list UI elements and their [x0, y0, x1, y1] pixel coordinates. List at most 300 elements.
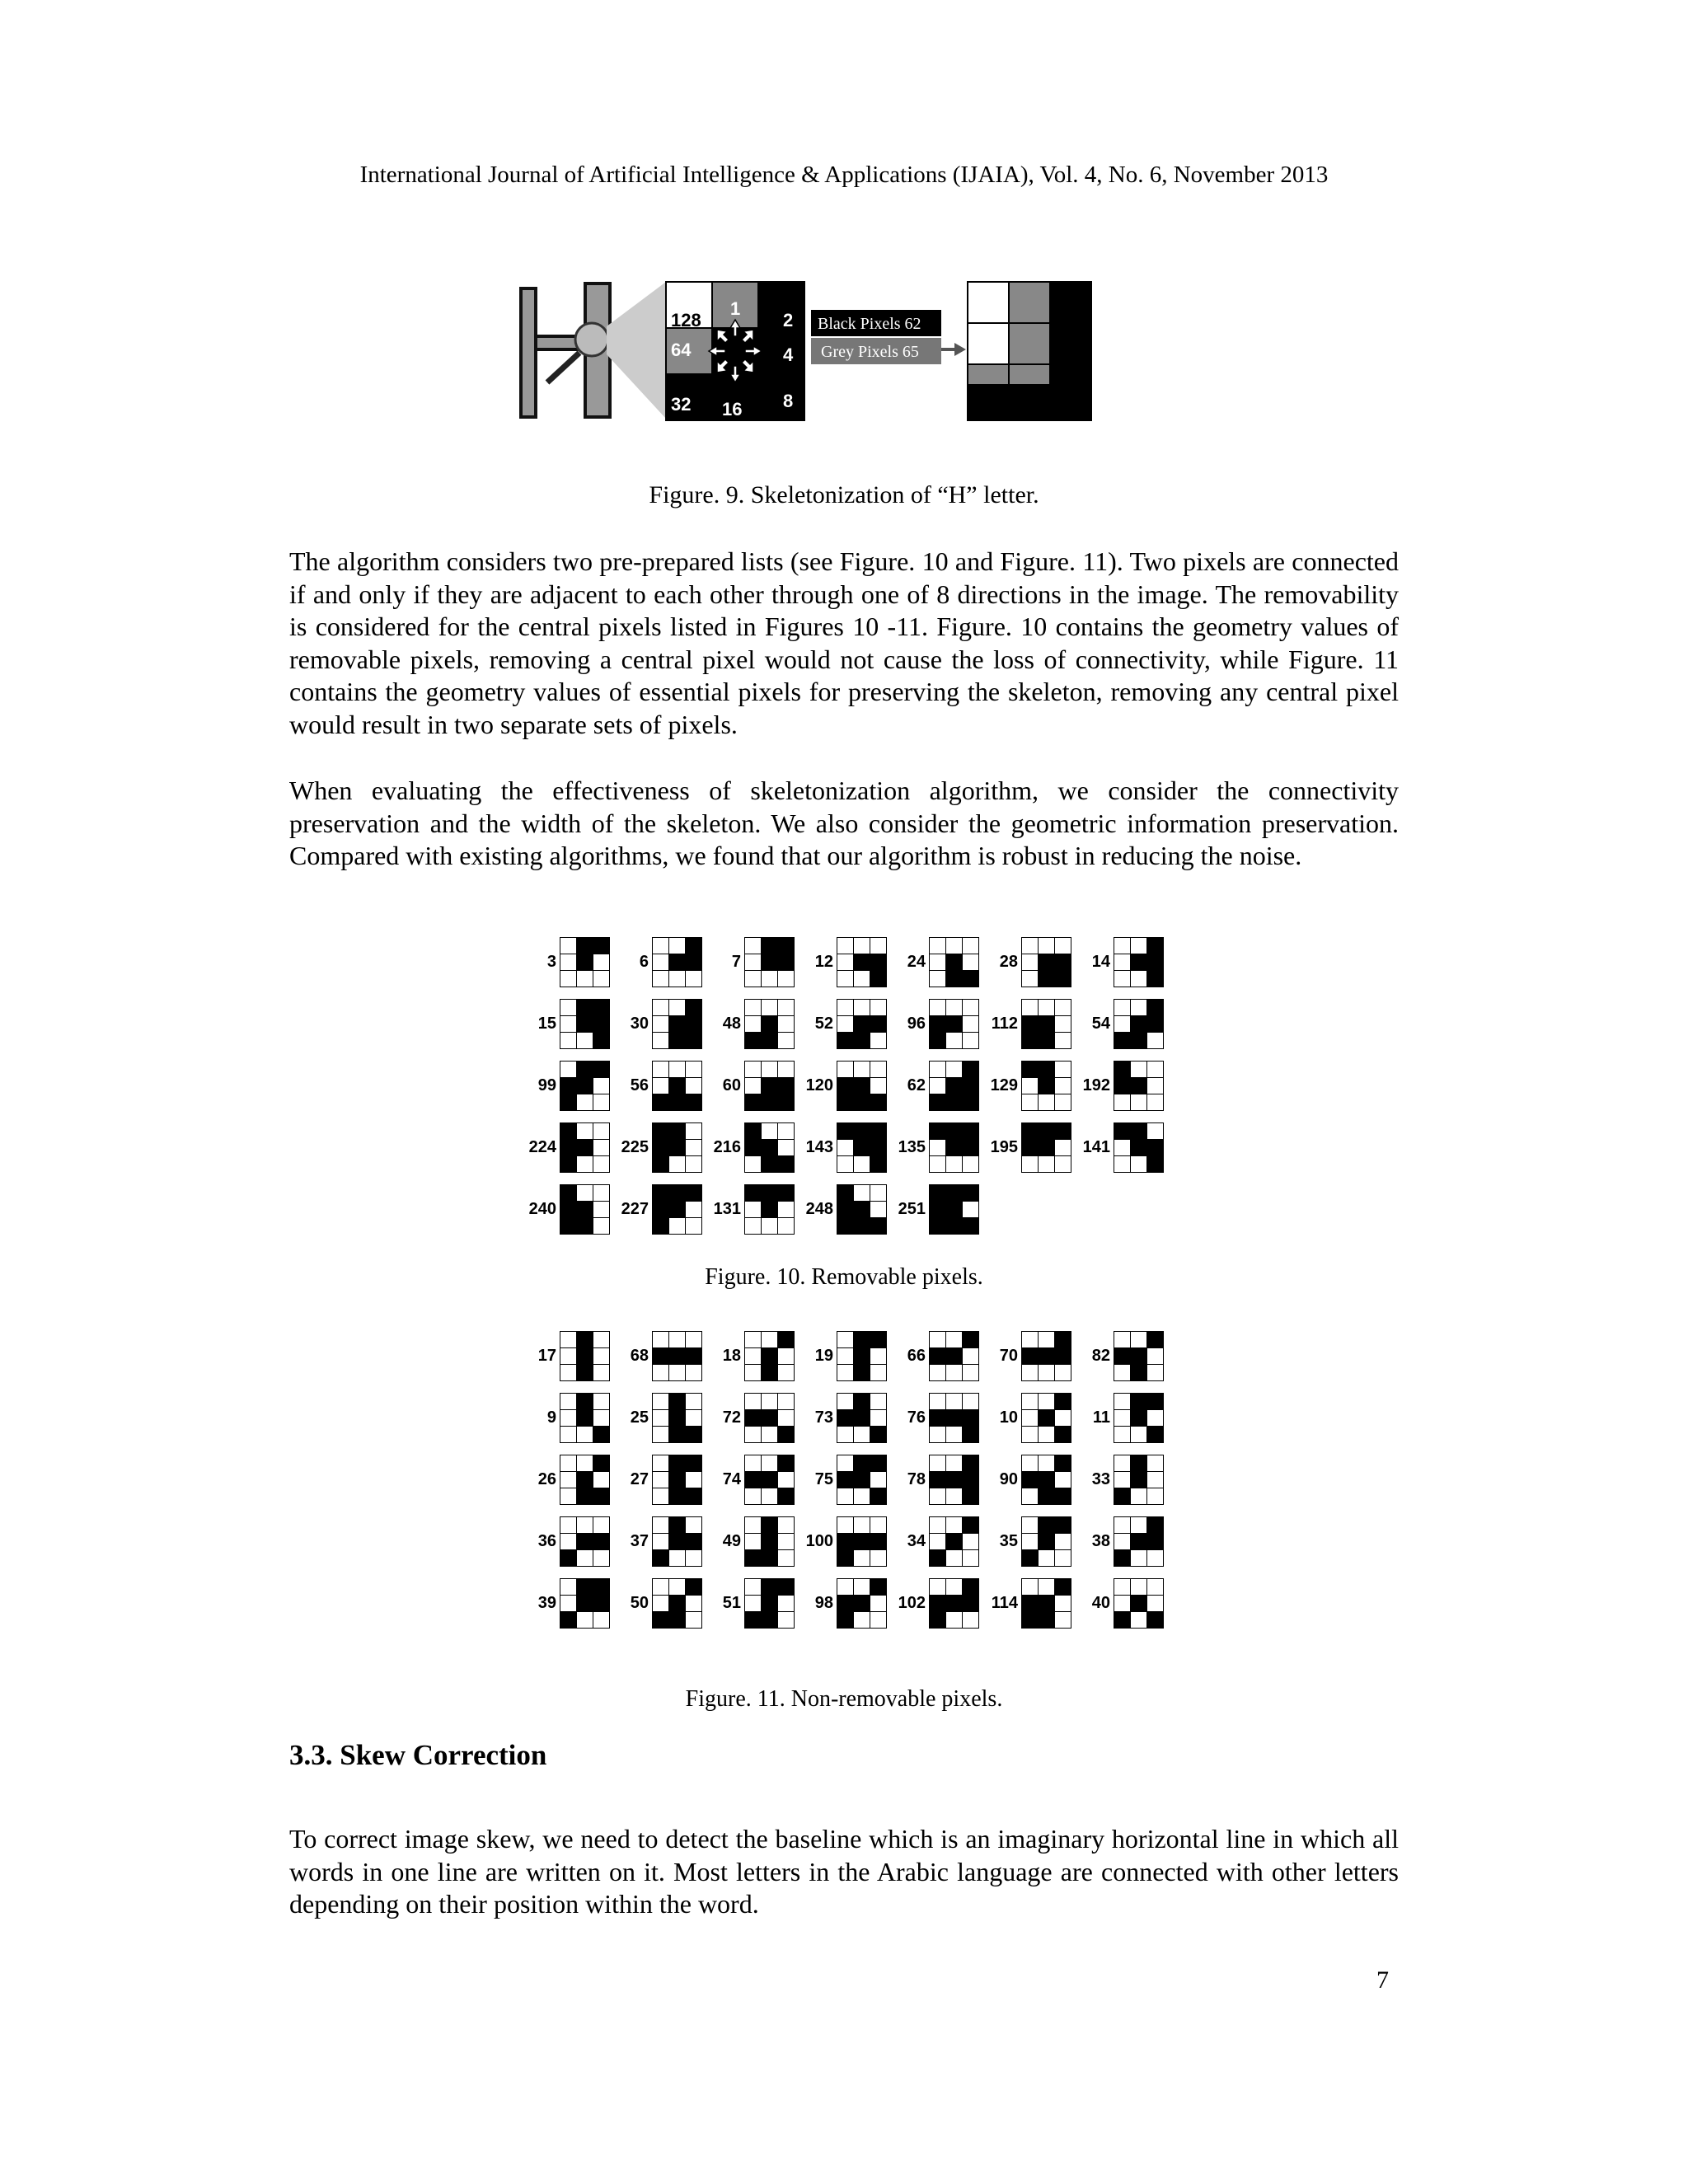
pixel	[593, 1156, 609, 1172]
pixel	[963, 1123, 978, 1139]
pixel	[1022, 1000, 1038, 1015]
pixel	[560, 1534, 576, 1549]
pixel	[686, 1078, 701, 1094]
pixel	[1055, 1550, 1071, 1566]
pixel	[930, 1612, 945, 1628]
pixel-pattern	[929, 1184, 979, 1235]
pixel	[870, 1488, 886, 1504]
pixel	[1114, 1427, 1130, 1442]
pixel	[762, 1062, 777, 1077]
pixel	[854, 1185, 870, 1201]
pixel	[1147, 1472, 1163, 1488]
pattern-cell	[610, 1122, 702, 1174]
pixel	[1131, 1156, 1146, 1172]
pixel	[745, 1123, 761, 1139]
pixel-pattern	[1021, 1061, 1071, 1111]
pixel	[745, 1202, 761, 1217]
pixel	[577, 1517, 593, 1533]
pixel	[686, 1140, 701, 1155]
pixel	[1147, 1016, 1163, 1032]
pattern-cell	[518, 1122, 610, 1174]
paragraph-1: The algorithm considers two pre-prepared lists (see Figure. 10 and Figure. 11). Two pixels are connected if and only if they are adjacent to each other through one of 8 directions in the image. The removability is considered for the central pixels listed in Figures 10 -11. Figure. 10 contains the geometry values of removable pixels, removing a central pixel would not cause the loss of connectivity, while Figure. 11 contains the geometry values of essential pixels for preserving the skeleton, removing any central pixel would result in two separate sets of pixels.	[289, 546, 1399, 739]
pixel	[946, 1517, 962, 1533]
pixel-pattern	[837, 1331, 887, 1381]
pixel	[946, 1472, 962, 1488]
pattern-code: 99	[537, 1076, 556, 1094]
pixel	[837, 1016, 853, 1032]
pixel	[963, 1218, 978, 1234]
pixel	[854, 1427, 870, 1442]
pixel	[1039, 1078, 1054, 1094]
pattern-code: 74	[722, 1470, 741, 1488]
paragraph-2: When evaluating the effectiveness of skeletonization algorithm, we consider the connectivity preservation and the width of the skeleton. We also consider the geometric information preservation. Compared with existing algorithms, we found that our algorithm is robust in reducing the noise.	[289, 776, 1399, 870]
pattern-cell	[610, 1454, 702, 1506]
pixel	[745, 1579, 761, 1595]
pixel	[870, 1472, 886, 1488]
pixel	[946, 954, 962, 970]
pixel	[930, 1394, 945, 1409]
pixel	[669, 1123, 685, 1139]
pixel	[762, 1218, 777, 1234]
pixel	[653, 1156, 668, 1172]
pixel	[963, 1596, 978, 1611]
pixel	[577, 1612, 593, 1628]
pixel	[745, 1094, 761, 1110]
pattern-code: 25	[630, 1408, 649, 1427]
pixel	[1022, 1078, 1038, 1094]
pixel	[778, 1348, 794, 1364]
figure-9	[518, 277, 1095, 425]
pixel	[1055, 1033, 1071, 1048]
pixel	[963, 1472, 978, 1488]
pixel	[577, 1016, 593, 1032]
pixel	[854, 1612, 870, 1628]
pixel	[669, 1534, 685, 1549]
pixel	[1114, 1348, 1130, 1364]
pixel	[762, 1596, 777, 1611]
pixel	[946, 1000, 962, 1015]
pixel	[778, 1123, 794, 1139]
pixel	[686, 1455, 701, 1471]
pixel	[1039, 1033, 1054, 1048]
pixel	[870, 1612, 886, 1628]
pattern-code: 195	[990, 1138, 1018, 1156]
pixel	[1022, 1348, 1038, 1364]
pixel	[686, 1062, 701, 1077]
pixel-pattern	[1114, 1578, 1164, 1629]
pixel	[946, 1156, 962, 1172]
pixel	[1147, 1427, 1163, 1442]
pixel-pattern	[929, 1516, 979, 1567]
pixel-pattern	[560, 1061, 610, 1111]
pixel	[778, 1596, 794, 1611]
pixel	[854, 1472, 870, 1488]
pixel	[854, 1218, 870, 1234]
pixel	[946, 1410, 962, 1426]
pixel	[1022, 1062, 1038, 1077]
pixel	[854, 938, 870, 954]
pixel	[1039, 1394, 1054, 1409]
pixel	[1131, 1394, 1146, 1409]
pixel	[762, 1094, 777, 1110]
pixel	[854, 1410, 870, 1426]
pixel	[669, 1000, 685, 1015]
pixel	[930, 1094, 945, 1110]
pattern-code: 240	[528, 1200, 556, 1218]
pattern-code: 135	[898, 1138, 926, 1156]
pixel	[1055, 1488, 1071, 1504]
pixel	[669, 1094, 685, 1110]
pixel	[686, 1427, 701, 1442]
pixel	[1147, 1033, 1163, 1048]
pixel	[1039, 1000, 1054, 1015]
pixel	[745, 1140, 761, 1155]
pattern-code: 52	[814, 1015, 833, 1033]
pixel	[653, 1410, 668, 1426]
pixel	[653, 1140, 668, 1155]
pixel	[930, 1156, 945, 1172]
pattern-row	[518, 1330, 1164, 1382]
pattern-code: 120	[805, 1076, 833, 1094]
pixel	[593, 1488, 609, 1504]
pixel	[930, 1062, 945, 1077]
pixel	[1131, 1612, 1146, 1628]
pixel	[837, 1078, 853, 1094]
pixel	[1114, 1033, 1130, 1048]
pixel	[778, 971, 794, 987]
pixel	[1147, 1455, 1163, 1471]
pixel	[560, 1185, 576, 1201]
pixel	[653, 938, 668, 954]
pixel	[1147, 1332, 1163, 1347]
pattern-code: 37	[630, 1532, 649, 1550]
pattern-code: 90	[999, 1470, 1018, 1488]
pixel	[854, 1062, 870, 1077]
pattern-cell	[979, 998, 1071, 1050]
pixel	[1114, 1472, 1130, 1488]
pixel	[669, 1185, 685, 1201]
weight-16: 16	[722, 399, 743, 419]
pixel	[560, 1062, 576, 1077]
pattern-cell	[1071, 1392, 1164, 1444]
pixel	[577, 1000, 593, 1015]
pixel	[669, 1455, 685, 1471]
pixel	[930, 954, 945, 970]
pixel	[854, 1094, 870, 1110]
pixel	[930, 1140, 945, 1155]
pixel	[669, 1472, 685, 1488]
pixel-pattern	[560, 1578, 610, 1629]
pattern-code: 129	[990, 1076, 1018, 1094]
pixel-pattern	[652, 1578, 702, 1629]
pixel	[963, 1185, 978, 1201]
pixel	[930, 1123, 945, 1139]
pixel	[745, 1062, 761, 1077]
pixel	[1022, 1123, 1038, 1139]
pattern-code: 26	[537, 1470, 556, 1488]
pixel	[593, 1016, 609, 1032]
pixel	[1022, 1332, 1038, 1347]
pixel	[560, 938, 576, 954]
pixel-pattern	[1021, 1455, 1071, 1505]
pattern-code: 9	[546, 1408, 556, 1427]
pixel	[1131, 1488, 1146, 1504]
pixel	[653, 1394, 668, 1409]
pixel	[593, 1094, 609, 1110]
pixel	[745, 971, 761, 987]
pattern-cell	[702, 936, 795, 988]
pixel	[837, 1488, 853, 1504]
pixel	[762, 1394, 777, 1409]
pixel	[577, 1455, 593, 1471]
pixel	[1055, 1156, 1071, 1172]
pixel	[593, 1579, 609, 1595]
pixel	[669, 1033, 685, 1048]
weight-4: 4	[783, 344, 794, 365]
pixel	[577, 1185, 593, 1201]
pixel	[1055, 1000, 1071, 1015]
pixel	[577, 1094, 593, 1110]
pixel	[1039, 954, 1054, 970]
pixel	[778, 1016, 794, 1032]
pixel	[1055, 1062, 1071, 1077]
pixel	[1055, 1517, 1071, 1533]
pixel	[946, 1455, 962, 1471]
pixel	[946, 1612, 962, 1628]
pattern-code: 48	[722, 1015, 741, 1033]
pixel	[963, 1078, 978, 1094]
pattern-cell	[702, 998, 795, 1050]
pixel	[745, 1078, 761, 1094]
pixel	[854, 1078, 870, 1094]
pixel	[1022, 1534, 1038, 1549]
pixel	[1131, 1016, 1146, 1032]
pixel-pattern	[1114, 937, 1164, 987]
pixel	[1039, 1472, 1054, 1488]
pixel	[837, 1612, 853, 1628]
pixel	[854, 1156, 870, 1172]
pattern-cell	[702, 1516, 795, 1568]
pattern-cell	[610, 1060, 702, 1112]
pixel	[963, 1332, 978, 1347]
pixel	[577, 1156, 593, 1172]
pixel	[577, 1218, 593, 1234]
pattern-cell	[702, 1392, 795, 1444]
pixel	[560, 1612, 576, 1628]
pixel	[669, 1078, 685, 1094]
pixel-pattern	[1021, 1578, 1071, 1629]
pixel	[1022, 1596, 1038, 1611]
pixel	[1114, 1000, 1130, 1015]
pixel-pattern	[560, 1331, 610, 1381]
pixel	[1114, 971, 1130, 987]
pixel	[745, 1612, 761, 1628]
pixel	[854, 1534, 870, 1549]
pixel-pattern	[560, 1184, 610, 1235]
pattern-cell	[887, 1060, 979, 1112]
pixel	[963, 1156, 978, 1172]
pattern-code: 6	[639, 953, 649, 971]
pixel	[1055, 1123, 1071, 1139]
pixel	[930, 1033, 945, 1048]
pixel	[778, 938, 794, 954]
pixel	[1055, 971, 1071, 987]
pattern-code: 75	[814, 1470, 833, 1488]
pixel	[577, 1078, 593, 1094]
pixel	[946, 1488, 962, 1504]
pixel	[593, 1365, 609, 1380]
pixel	[593, 1517, 609, 1533]
pixel-pattern	[1021, 1331, 1071, 1381]
pixel	[946, 1094, 962, 1110]
pattern-cell	[1071, 1122, 1164, 1174]
pixel	[837, 1550, 853, 1566]
pixel	[1147, 1394, 1163, 1409]
pixel	[778, 954, 794, 970]
pattern-code: 19	[814, 1347, 833, 1365]
pixel	[837, 1332, 853, 1347]
pixel	[870, 1365, 886, 1380]
pixel	[1022, 1455, 1038, 1471]
pixel	[686, 1517, 701, 1533]
pixel	[963, 1534, 978, 1549]
pixel	[593, 1455, 609, 1471]
pixel	[669, 954, 685, 970]
pixel	[669, 1394, 685, 1409]
pixel	[963, 1140, 978, 1155]
pixel	[870, 954, 886, 970]
pixel-pattern	[929, 999, 979, 1049]
pattern-row	[518, 998, 1164, 1050]
pixel	[1131, 1123, 1146, 1139]
pixel	[1055, 1332, 1071, 1347]
pixel-pattern	[560, 937, 610, 987]
pixel	[1055, 1579, 1071, 1595]
pixel	[686, 938, 701, 954]
pixel	[1022, 1094, 1038, 1110]
pixel	[560, 1000, 576, 1015]
pixel	[1131, 1078, 1146, 1094]
pixel	[669, 1156, 685, 1172]
pixel	[653, 1596, 668, 1611]
pixel	[745, 1348, 761, 1364]
pixel	[963, 1062, 978, 1077]
pixel	[762, 1348, 777, 1364]
pixel	[1114, 1612, 1130, 1628]
pixel-pattern	[652, 937, 702, 987]
pixel	[577, 1579, 593, 1595]
pixel	[560, 1140, 576, 1155]
weight-64: 64	[671, 340, 692, 360]
pixel	[686, 1488, 701, 1504]
pixel	[778, 1517, 794, 1533]
pattern-code: 72	[722, 1408, 741, 1427]
pattern-code: 62	[907, 1076, 926, 1094]
pattern-code: 15	[537, 1015, 556, 1033]
pixel	[577, 1348, 593, 1364]
pixel-pattern	[929, 1061, 979, 1111]
pixel	[930, 1472, 945, 1488]
pattern-row	[518, 1392, 1164, 1444]
pixel	[1147, 1156, 1163, 1172]
pixel	[593, 1332, 609, 1347]
pixel	[560, 1365, 576, 1380]
pixel	[946, 1185, 962, 1201]
pattern-code: 18	[722, 1347, 741, 1365]
pixel	[946, 1579, 962, 1595]
pixel	[870, 1185, 886, 1201]
pixel-pattern	[837, 999, 887, 1049]
pixel-pattern	[652, 1184, 702, 1235]
pixel-pattern	[837, 1122, 887, 1173]
pixel-pattern	[652, 999, 702, 1049]
pattern-code: 192	[1082, 1076, 1110, 1094]
pixel	[778, 1488, 794, 1504]
pixel	[560, 1488, 576, 1504]
pattern-cell	[610, 1392, 702, 1444]
pixel	[653, 1218, 668, 1234]
pattern-cell	[979, 1060, 1071, 1112]
pixel	[963, 1033, 978, 1048]
pixel	[669, 1488, 685, 1504]
pixel	[762, 1455, 777, 1471]
pixel	[778, 1534, 794, 1549]
pixel	[560, 1472, 576, 1488]
pixel	[930, 1078, 945, 1094]
pixel	[593, 971, 609, 987]
pattern-code: 98	[814, 1594, 833, 1612]
pattern-code: 112	[991, 1015, 1018, 1033]
pattern-code: 35	[999, 1532, 1018, 1550]
pixel	[1055, 1534, 1071, 1549]
pixel	[1147, 1488, 1163, 1504]
pixel	[946, 1534, 962, 1549]
pixel	[1055, 1348, 1071, 1364]
pixel	[930, 1534, 945, 1549]
pixel	[653, 1348, 668, 1364]
pixel	[686, 1596, 701, 1611]
pixel	[560, 1427, 576, 1442]
pixel	[778, 1094, 794, 1110]
pixel	[560, 1016, 576, 1032]
pixel	[854, 1123, 870, 1139]
pixel-pattern	[1021, 1122, 1071, 1173]
pattern-cell	[795, 1122, 887, 1174]
pattern-code: 60	[722, 1076, 741, 1094]
pixel	[669, 1410, 685, 1426]
pixel	[577, 1394, 593, 1409]
pixel	[686, 1394, 701, 1409]
pixel	[745, 1455, 761, 1471]
pixel	[1147, 1365, 1163, 1380]
pixel	[593, 1472, 609, 1488]
pixel	[870, 1016, 886, 1032]
pixel	[963, 1427, 978, 1442]
pixel	[930, 1488, 945, 1504]
pixel	[1114, 1332, 1130, 1347]
pixel	[930, 1185, 945, 1201]
grey-pixels-label: Grey Pixels 65	[821, 343, 919, 361]
pattern-cell	[518, 1183, 610, 1235]
pixel	[1114, 1455, 1130, 1471]
pixel	[837, 1394, 853, 1409]
pixel-pattern	[837, 1184, 887, 1235]
pattern-cell	[979, 1454, 1071, 1506]
pixel	[560, 1033, 576, 1048]
pattern-code: 34	[907, 1532, 926, 1550]
pixel	[653, 1517, 668, 1533]
pixel	[686, 1472, 701, 1488]
